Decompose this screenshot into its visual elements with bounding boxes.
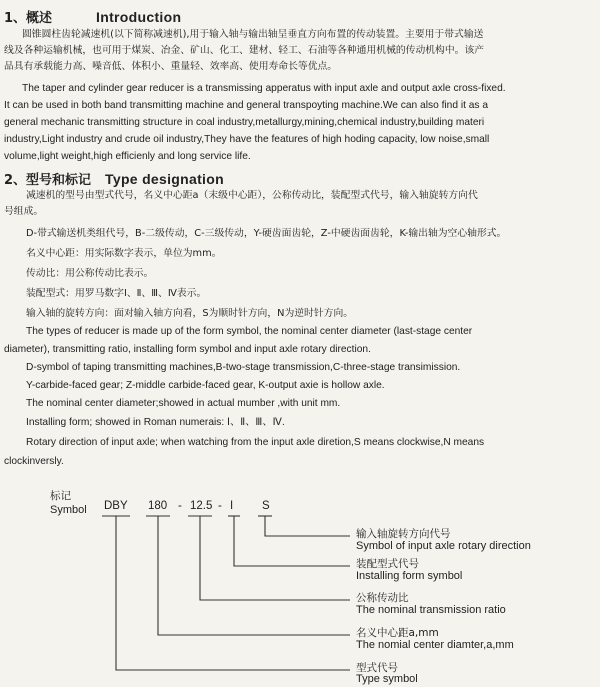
type-cn-def-2: 名义中心距：用实际数字表示，单位为mm。	[26, 248, 222, 259]
intro-cn-line-2: 线及各种运输机械，也可用于煤炭、冶金、矿山、化工、建材、轻工、石油等各种通用机械的传动机构中。该产	[4, 45, 485, 56]
callout-ratio-cn: 公称传动比	[356, 592, 409, 604]
section-1-heading	[4, 7, 181, 26]
callout-install-en: Installing form symbol	[356, 570, 463, 582]
callout-center-cn: 名义中心距a,mm	[356, 627, 439, 639]
intro-en-line-5: volume,light weight,high efficienly and long service life.	[4, 151, 251, 162]
leader-ratio	[200, 516, 350, 600]
type-en-line-2: diameter), transmitting ratio, installing form symbol and input axle rotary direction.	[4, 344, 371, 355]
type-cn-def-4: 装配型式：用罗马数字Ⅰ、Ⅱ、Ⅲ、Ⅳ表示。	[26, 288, 207, 299]
diagram-label-cn: 标记	[50, 490, 71, 502]
type-cn-intro-2: 号组成。	[4, 206, 44, 217]
type-cn-def-1: D-带式输送机类组代号，B-二级传动，C-三级传动，Y-硬齿面齿轮，Z-中硬齿面齿轮，K-输出轴为空心轴形式。	[26, 228, 507, 239]
type-en-line-8: clockinversly.	[4, 456, 64, 467]
type-cn-def-3: 传动比：用公称传动比表示。	[26, 268, 154, 279]
intro-en-line-4: industry,Light industry and crude oil industry,They have the features of high hoding capacity, low noise,small	[4, 134, 490, 145]
intro-cn-line-3: 品具有承载能力高、噪音低、体积小、重量轻、效率高、使用寿命长等优点。	[4, 61, 338, 72]
code-ratio: 12.5	[190, 500, 213, 512]
type-en-line-1: The types of reducer is made up of the form symbol, the nominal center diameter (last-stage center	[26, 326, 473, 337]
type-en-line-7: Rotary direction of input axle; when watching from the input axle diretion,S means clockwise,N means	[26, 437, 485, 448]
callout-type-cn: 型式代号	[356, 662, 398, 674]
section-1-number: 1、概述	[4, 11, 53, 26]
intro-cn-line-1: 圆锥圆柱齿轮减速机(以下简称减速机),用于输入轴与输出轴呈垂直方向布置的传动装置。主要用于带式输送	[22, 29, 484, 40]
type-en-line-3: D-symbol of taping transmitting machines,B-two-stage transmission,C-three-stage transimission.	[26, 362, 461, 373]
leader-lines	[0, 480, 600, 687]
leader-type	[116, 516, 350, 670]
callout-ratio-en: The nominal transmission ratio	[356, 604, 506, 616]
code-rotation: S	[262, 500, 270, 512]
callout-type-en: Type symbol	[356, 673, 418, 685]
diagram-label-en: Symbol	[50, 504, 87, 516]
section-2-heading	[4, 169, 224, 188]
type-cn-intro-1: 减速机的型号由型式代号，名义中心距a（末级中心距），公称传动比，装配型式代号，输入轴旋转方向代	[26, 190, 478, 201]
type-en-line-6: Installing form; showed in Roman numerais: Ⅰ、Ⅱ、Ⅲ、Ⅳ.	[26, 417, 285, 428]
callout-center-en: The nomial center diamter,a,mm	[356, 639, 514, 651]
designation-diagram	[0, 480, 600, 687]
intro-en-line-2: It can be used in both band transmitting machine and general transpoyting machine.We can also find it as a	[4, 100, 489, 111]
code-type: DBY	[104, 500, 128, 512]
intro-en-line-3: general mechanic transmitting structure in coal industry,metallurgy,mining,chemical industry,building materi	[4, 117, 485, 128]
intro-en-line-1: The taper and cylinder gear reducer is a transmissing apperatus with input axle and output axle cross-fixed.	[22, 83, 506, 94]
code-dash-1: -	[178, 500, 182, 512]
callout-rotation-en: Symbol of input axle rotary direction	[356, 540, 531, 552]
code-install-form: I	[230, 500, 234, 512]
type-cn-def-5: 输入轴的旋转方向：面对输入轴方向看，S为顺时针方向，N为逆时针方向。	[26, 308, 354, 319]
leader-center	[158, 516, 350, 635]
code-dash-2: -	[218, 500, 222, 512]
section-1-title: Introduction	[96, 9, 182, 25]
callout-rotation-cn: 输入轴旋转方向代号	[356, 528, 451, 540]
type-en-line-5: The nominal center diameter;showed in actual mumber ,with unit mm.	[26, 398, 341, 409]
type-en-line-4: Y-carbide-faced gear; Z-middle carbide-faced gear, K-output axie is hollow axle.	[26, 380, 385, 391]
leader-rotation	[265, 516, 350, 536]
leader-install-form	[234, 516, 350, 566]
callout-install-cn: 装配型式代号	[356, 558, 419, 570]
code-center-distance: 180	[148, 500, 168, 512]
section-2-number: 2、型号和标记	[4, 173, 92, 188]
section-2-title: Type designation	[105, 171, 224, 187]
